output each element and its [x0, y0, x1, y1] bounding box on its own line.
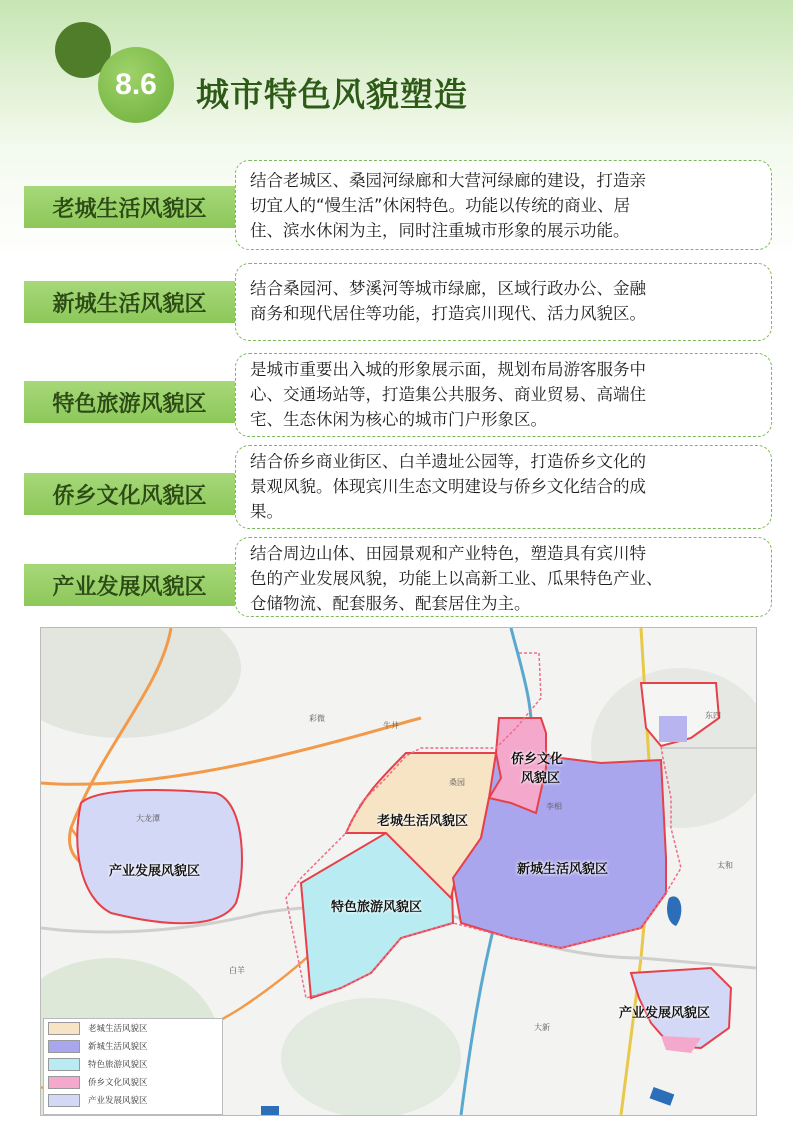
- legend-item: [44, 1019, 222, 1037]
- map-label-qiaoxiang: 风貌区: [521, 771, 561, 786]
- legend-label: 产业发展风貌区: [88, 1096, 148, 1106]
- map-label-old-town: 老城生活风貌区: [377, 814, 469, 829]
- legend-item: [44, 1073, 222, 1091]
- description-line: 色的产业发展风貌，功能上以高新工业、瓜果特色产业、: [250, 569, 663, 588]
- legend-item: [44, 1055, 222, 1073]
- legend-swatch: [48, 1076, 80, 1089]
- terrain-shading: [41, 628, 241, 738]
- map-label-industry-south: 产业发展风貌区: [619, 1006, 711, 1021]
- reservoir: [667, 896, 681, 926]
- legend-item: [44, 1091, 222, 1109]
- zone-label-tourism: 特色旅游风貌区: [24, 381, 235, 423]
- page-title: 城市特色风貌塑造: [196, 75, 468, 114]
- industry-zone-west: [77, 790, 242, 923]
- place-name: 大龙潭: [136, 814, 160, 823]
- zone-description-industry: [235, 537, 772, 617]
- section-number: 8.6: [115, 68, 157, 101]
- terrain-shading: [281, 998, 461, 1115]
- place-name: 白羊: [229, 966, 245, 975]
- description-line: 是城市重要出入城的形象展示面，规划布局游客服务中: [250, 360, 646, 379]
- description-line: 景观风貌。体现宾川生态文明建设与侨乡文化结合的成: [250, 477, 646, 496]
- zone-description-new-town: [235, 263, 772, 341]
- pond: [261, 1106, 279, 1115]
- place-name: 桑园: [449, 778, 465, 787]
- legend-label: 侨乡文化风貌区: [88, 1078, 148, 1088]
- legend-item: [44, 1037, 222, 1055]
- description-line: 结合周边山体、田园景观和产业特色，塑造具有宾川特: [250, 544, 646, 563]
- description-line: 心、交通场站等，打造集公共服务、商业贸易、高端住: [250, 385, 646, 404]
- zone-label-industry: 产业发展风貌区: [24, 564, 235, 606]
- map-label-industry-west: 产业发展风貌区: [109, 864, 201, 879]
- place-name: 彩微: [309, 714, 325, 723]
- legend-label: 特色旅游风貌区: [88, 1060, 148, 1070]
- legend-swatch: [48, 1058, 80, 1071]
- description-line: 结合老城区、桑园河绿廊和大营河绿廊的建设，打造亲: [250, 171, 646, 190]
- new-town-patch: [659, 716, 687, 742]
- legend-label: 老城生活风貌区: [88, 1024, 148, 1034]
- legend-swatch: [48, 1040, 80, 1053]
- description-line: 仓储物流、配套服务、配套居住为主。: [250, 594, 531, 613]
- section-number-badge: [98, 47, 174, 123]
- place-name: 太和: [717, 861, 733, 870]
- description-line: 果。: [250, 502, 283, 521]
- description-line: 结合桑园河、梦溪河等城市绿廊，区域行政办公、金融: [250, 279, 646, 298]
- map-label-tourism: 特色旅游风貌区: [331, 900, 423, 915]
- zone-label-old-town: 老城生活风貌区: [24, 186, 235, 228]
- legend-swatch: [48, 1022, 80, 1035]
- qiaoxiang-patch: [661, 1036, 701, 1053]
- zone-description-old-town: [235, 160, 772, 250]
- description-line: 住、滨水休闲为主，同时注重城市形象的展示功能。: [250, 221, 630, 240]
- legend-swatch: [48, 1094, 80, 1107]
- place-name: 牛井: [383, 721, 399, 730]
- place-name: 大新: [534, 1023, 550, 1032]
- zone-description-tourism: [235, 353, 772, 437]
- map-label-new-town: 新城生活风貌区: [517, 862, 609, 877]
- map-legend: [43, 1018, 223, 1115]
- zone-description-qiaoxiang: [235, 445, 772, 529]
- pond: [650, 1087, 675, 1106]
- map-label-qiaoxiang: 侨乡文化: [511, 752, 564, 767]
- description-line: 结合侨乡商业街区、白羊遗址公园等，打造侨乡文化的: [250, 452, 646, 471]
- zoning-map: [40, 627, 757, 1116]
- place-name: 李相: [546, 802, 562, 811]
- description-line: 商务和现代居住等功能，打造宾川现代、活力风貌区。: [250, 304, 646, 323]
- zone-label-new-town: 新城生活风貌区: [24, 281, 235, 323]
- description-line: 宅、生态休闲为核心的城市门户形象区。: [250, 410, 547, 429]
- place-name: 东四: [705, 711, 721, 720]
- zone-label-qiaoxiang: 侨乡文化风貌区: [24, 473, 235, 515]
- legend-label: 新城生活风貌区: [88, 1042, 148, 1052]
- description-line: 切宜人的“慢生活”休闲特色。功能以传统的商业、居: [250, 196, 631, 215]
